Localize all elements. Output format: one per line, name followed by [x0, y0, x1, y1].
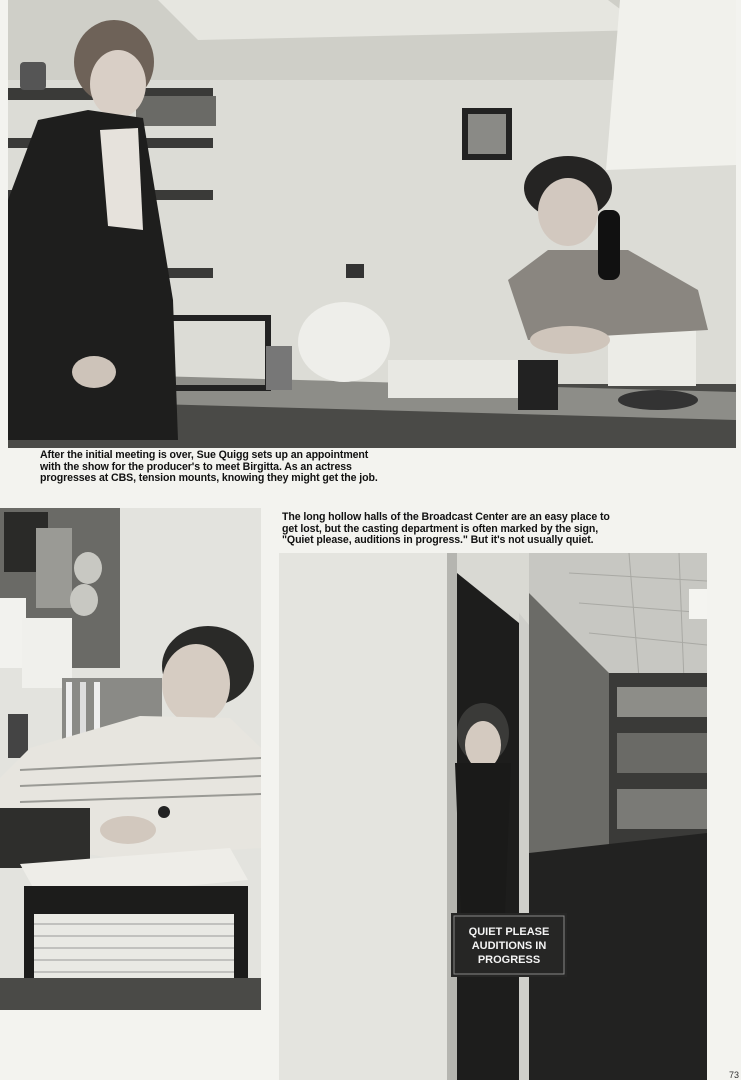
caption-right: The long hollow halls of the Broadcast Center are an easy place to get lost, but the casting department is often marked by the sign, "Quiet please, auditions in progress." But it's not usually quiet. — [282, 511, 610, 546]
sign-line-3: PROGRESS — [477, 954, 541, 966]
sign-line-1: QUIET PLEASE — [468, 926, 550, 938]
sign-line-2: AUDITIONS IN — [471, 940, 547, 952]
caption-top: After the initial meeting is over, Sue Quigg sets up an appointment with the show for the producer's to meet Birgitta. As an actress progresses at CBS, tension mounts, knowing they might get the job. — [40, 449, 378, 484]
page-number: 73 — [728, 1070, 739, 1080]
photo-office-phone-call — [8, 0, 736, 448]
photo-woman-at-desk — [0, 508, 261, 1010]
photo-hallway-sign — [279, 553, 707, 1080]
